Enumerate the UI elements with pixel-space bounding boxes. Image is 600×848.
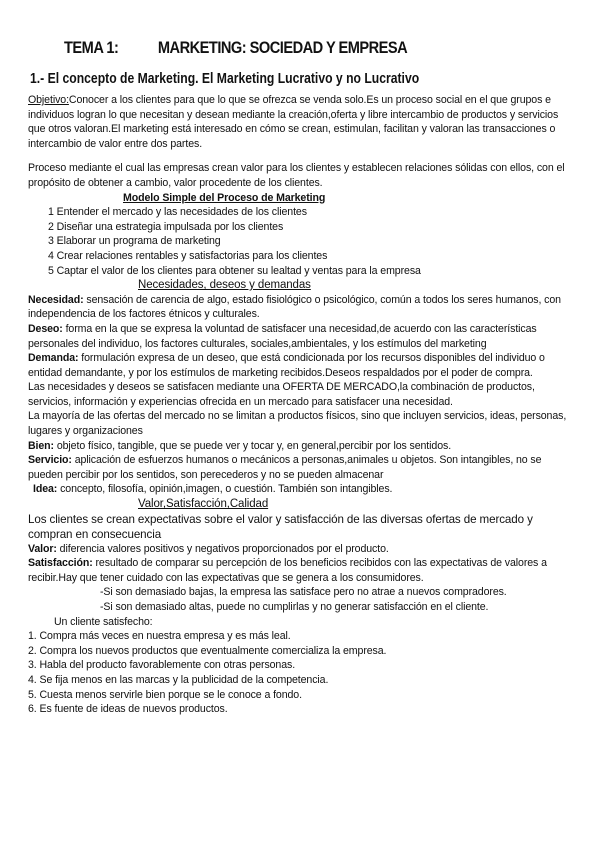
bien-paragraph bbox=[28, 439, 578, 454]
necesidad-paragraph bbox=[28, 293, 578, 322]
altas-line: -Si son demasiado altas, puede no cumplirlas y no generar satisfacción en el cliente. bbox=[100, 601, 489, 613]
modelo-step: 5 Captar el valor de los clientes para obtener su lealtad y ventas para la empresa bbox=[48, 264, 421, 277]
list-item: 2. Compra los nuevos productos que eventualmente comercializa la empresa. bbox=[28, 644, 387, 657]
necesidad-text: sensación de carencia de algo, estado fisiológico o psicológico, común a todos los seres humanos, con independencia de los factores étnicos y culturales. bbox=[28, 293, 561, 321]
proceso-paragraph: Proceso mediante el cual las empresas crean valor para los clientes y establecen relaciones sólidas con ellos, con el propósito de obtener a cambio, valor procedente de los clientes. bbox=[28, 162, 565, 189]
list-item: 6. Es fuente de ideas de nuevos productos. bbox=[28, 703, 228, 716]
demanda-paragraph bbox=[28, 351, 578, 380]
satisfaccion-text: resultado de comparar su percepción de los beneficios recibidos con las expectativas de valores a recibir.Hay que tener cuidado con las expectativas que se genera a los consumidores. bbox=[28, 557, 547, 584]
satisfaccion-label: Satisfacción: bbox=[28, 557, 93, 570]
mayoria-paragraph: La mayoría de las ofertas del mercado no se limitan a productos físicos, sino que incluyen servicios, ideas, personas, lugares y organizaciones bbox=[28, 410, 567, 438]
modelo-step: 4 Crear relaciones rentables y satisfactorias para los clientes bbox=[48, 249, 328, 262]
satisfaccion-paragraph bbox=[28, 556, 578, 585]
document-body bbox=[28, 93, 578, 717]
demanda-label: Demanda: bbox=[28, 352, 79, 365]
bajas-line: -Si son demasiado bajas, la empresa las satisface pero no atrae a nuevos compradores. bbox=[100, 586, 507, 599]
objetivo-paragraph bbox=[28, 93, 578, 151]
valor-text: diferencia valores positivos y negativos proporcionados por el producto. bbox=[56, 542, 389, 555]
bien-text: objeto físico, tangible, que se puede ver y tocar y, en general,percibir por los sentidos. bbox=[54, 439, 452, 452]
modelo-title: Modelo Simple del Proceso de Marketing bbox=[123, 191, 326, 204]
list-item: 5. Cuesta menos servirle bien porque se le conoce a fondo. bbox=[28, 688, 302, 701]
bien-label: Bien: bbox=[28, 439, 54, 452]
valor-paragraph bbox=[28, 542, 578, 557]
idea-paragraph bbox=[28, 482, 578, 497]
oferta-paragraph: Las necesidades y deseos se satisfacen mediante una OFERTA DE MERCADO,la combinación de productos, servicios, información y experiencias ofrecida en un mercado para satisfacer una necesidad. bbox=[28, 381, 535, 408]
idea-label: Idea: bbox=[33, 483, 58, 496]
list-item: 3. Habla del producto favorablemente con otras personas. bbox=[28, 659, 296, 672]
deseo-text: forma en la que se expresa la voluntad de satisfacer una necesidad,de acuerdo con las características personales del individuo, los factores culturales, sociales,ambientales, y los estímulos del marketing bbox=[28, 322, 537, 350]
servicio-paragraph bbox=[28, 453, 578, 482]
list-item: 4. Se fija menos en las marcas y la publicidad de la competencia. bbox=[28, 673, 329, 686]
tema-name: MARKETING: SOCIEDAD Y EMPRESA bbox=[157, 38, 408, 57]
valor-label: Valor: bbox=[28, 542, 57, 555]
modelo-step: 1 Entender el mercado y las necesidades de los clientes bbox=[48, 206, 307, 219]
section-heading: 1.- El concepto de Marketing. El Marketing Lucrativo y no Lucrativo bbox=[30, 71, 420, 87]
demanda-text: formulación expresa de un deseo, que está condicionada por los recursos disponibles del individuo o entidad demandante, y por los estímulos de marketing recibidos.Deseos respaldados por el poder de compra. bbox=[28, 352, 545, 379]
tema-label: TEMA 1: bbox=[64, 38, 119, 57]
objetivo-text: Conocer a los clientes para que lo que se ofrezca se venda solo.Es un proceso social en el que grupos e individuos logran lo que necesitan y desean mediante la creación,oferta y libre intercambio de productos y servicios que otros valoran.El marketing está interesado en cómo se crean, estimulan, facilitan y valoran las transacciones o intercambio de valor entre dos partes. bbox=[28, 94, 559, 150]
servicio-label: Servicio: bbox=[28, 454, 72, 467]
necesidades-title: Necesidades, deseos y demandas bbox=[138, 279, 311, 292]
modelo-step: 2 Diseñar una estrategia impulsada por los clientes bbox=[48, 220, 284, 233]
idea-text: concepto, filosofía, opinión,imagen, o cuestión. También son intangibles. bbox=[57, 483, 393, 496]
modelo-step: 3 Elaborar un programa de marketing bbox=[48, 235, 221, 248]
valor-title: Valor,Satisfacción,Calidad bbox=[138, 498, 269, 511]
cliente-heading: Un cliente satisfecho: bbox=[54, 615, 153, 628]
page-title bbox=[64, 38, 477, 58]
necesidad-label: Necesidad: bbox=[28, 293, 84, 306]
valor-intro: Los clientes se crean expectativas sobre el valor y satisfacción de las diversas ofertas de mercado y compran en consecuencia bbox=[28, 512, 533, 541]
objetivo-label: Objetivo: bbox=[28, 94, 69, 106]
deseo-label: Deseo: bbox=[28, 322, 63, 335]
servicio-text: aplicación de esfuerzos humanos o mecánicos a personas,animales u objetos. Son intangibles, no se pueden percibir por los sentidos, son perecederos y no se pueden almacenar bbox=[28, 454, 542, 481]
list-item: 1. Compra más veces en nuestra empresa y es más leal. bbox=[28, 630, 291, 643]
deseo-paragraph bbox=[28, 322, 578, 351]
